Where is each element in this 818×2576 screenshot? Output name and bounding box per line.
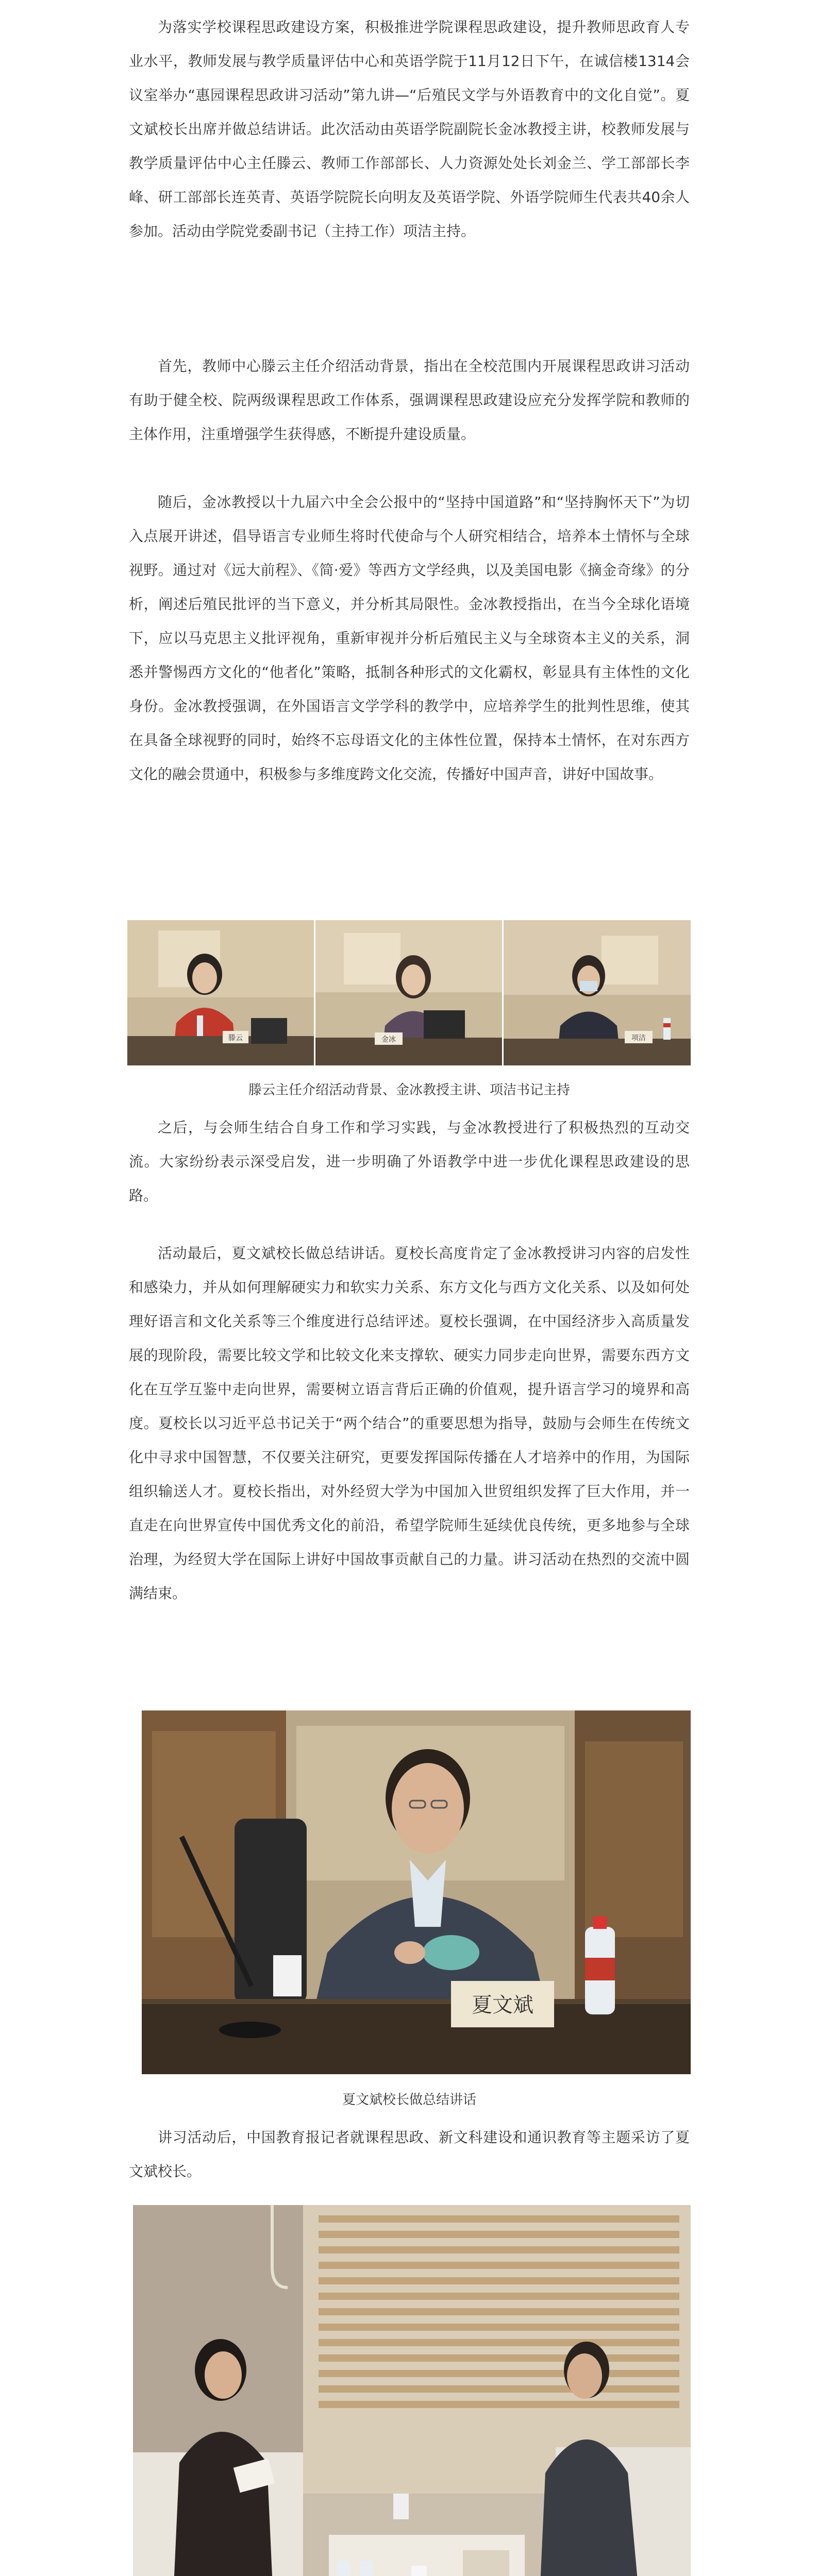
paragraph-lecture: 随后，金冰教授以十九届六中全会公报中的“坚持中国道路”和“坚持胸怀天下”为切入点展开讲述，倡导语言专业师生将时代使命与个人研究相结合，培养本土情怀与全球视野。通过对《远大前程》、《简·爱》等西方文学经典，以及美国电影《摘金奇缘》的分析，阐述后殖民批评的当下意义，并分析其局限性。金冰教授指出，在当今全球化语境下，应以马克思主义批评视角，重新审视并分析后殖民主义与全球资本主义的关系，洞悉并警惕西方文化的“他者化”策略，抵制各种形式的文化霸权，彰显具有主体性的文化身份。金冰教授强调，在外国语言文学学科的教学中，应培养学生的批判性思维，使其在具备全球视野的同时，始终不忘母语文化的主体性位置，保持本土情怀，在对东西方文化的融会贯通中，积极参与多维度跨文化交流，传播好中国声音，讲好中国故事。 bbox=[129, 494, 690, 783]
photo-interview bbox=[133, 2205, 691, 2576]
photo-three-speakers-image bbox=[127, 920, 691, 1065]
photo-president-speech bbox=[142, 1710, 691, 2074]
nameplate-president: 夏文斌 bbox=[472, 1993, 533, 2017]
photo-three-speakers bbox=[127, 920, 691, 1065]
photo-interview-image bbox=[133, 2205, 691, 2576]
paragraph-intro: 为落实学校课程思政建设方案，积极推进学院课程思政建设，提升教师思政育人专业水平，教师发展与教学质量评估中心和英语学院于11月12日下午，在诚信楼1314会议室举办“惠园课程思政讲习活动”第九讲—“后殖民文学与外语教育中的文化自觉”。夏文斌校长出席并做总结讲话。此次活动由英语学院副院长金冰教授主讲，校教师发展与教学质量评估中心主任滕云、教师工作部部长、人力资源处处长刘金兰、学工部部长李峰、研工部部长连英青、英语学院院长向明友及英语学院、外语学院师生代表共40余人参加。活动由学院党委副书记（主持工作）项洁主持。 bbox=[129, 19, 690, 240]
paragraph-interview: 讲习活动后，中国教育报记者就课程思政、新文科建设和通识教育等主题采访了夏文斌校长。 bbox=[129, 2129, 690, 2180]
paragraph-background: 首先，教师中心滕云主任介绍活动背景，指出在全校范围内开展课程思政讲习活动有助于健全校、院两级课程思政工作体系，强调课程思政建设应充分发挥学院和教师的主体作用，注重增强学生获得感，不断提升建设质量。 bbox=[129, 358, 690, 443]
nameplate-left: 滕云 bbox=[228, 1034, 243, 1042]
paragraph-summary: 活动最后，夏文斌校长做总结讲话。夏校长高度肯定了金冰教授讲习内容的启发性和感染力，并从如何理解硬实力和软实力关系、东方文化与西方文化关系、以及如何处理好语言和文化关系等三个维度进行总结评述。夏校长强调，在中国经济步入高质量发展的现阶段，需要比较文学和比较文化来支撑软、硬实力同步走向世界，需要东西方文化在互学互鉴中走向世界，需要树立语言背后正确的价值观，提升语言学习的境界和高度。夏校长以习近平总书记关于“两个结合”的重要思想为指导，鼓励与会师生在传统文化中寻求中国智慧，不仅要关注研究，更要发挥国际传播在人才培养中的作用，为国际组织输送人才。夏校长指出，对外经贸大学为中国加入世贸组织发挥了巨大作用，并一直走在向世界宣传中国优秀文化的前沿，希望学院师生延续优良传统，更多地参与全球治理，为经贸大学在国际上讲好中国故事贡献自己的力量。讲习活动在热烈的交流中圆满结束。 bbox=[129, 1245, 690, 1602]
paragraph-discussion: 之后，与会师生结合自身工作和学习实践，与金冰教授进行了积极热烈的互动交流。大家纷纷表示深受启发，进一步明确了外语教学中进一步优化课程思政建设的思路。 bbox=[129, 1119, 690, 1204]
caption-president-speech: 夏文斌校长做总结讲话 bbox=[342, 2092, 476, 2108]
caption-three-speakers: 滕云主任介绍活动背景、金冰教授主讲、项洁书记主持 bbox=[248, 1082, 570, 1098]
nameplate-middle: 金冰 bbox=[381, 1036, 396, 1044]
photo-president-speech-image bbox=[142, 1710, 691, 2074]
nameplate-right: 项洁 bbox=[631, 1034, 646, 1042]
